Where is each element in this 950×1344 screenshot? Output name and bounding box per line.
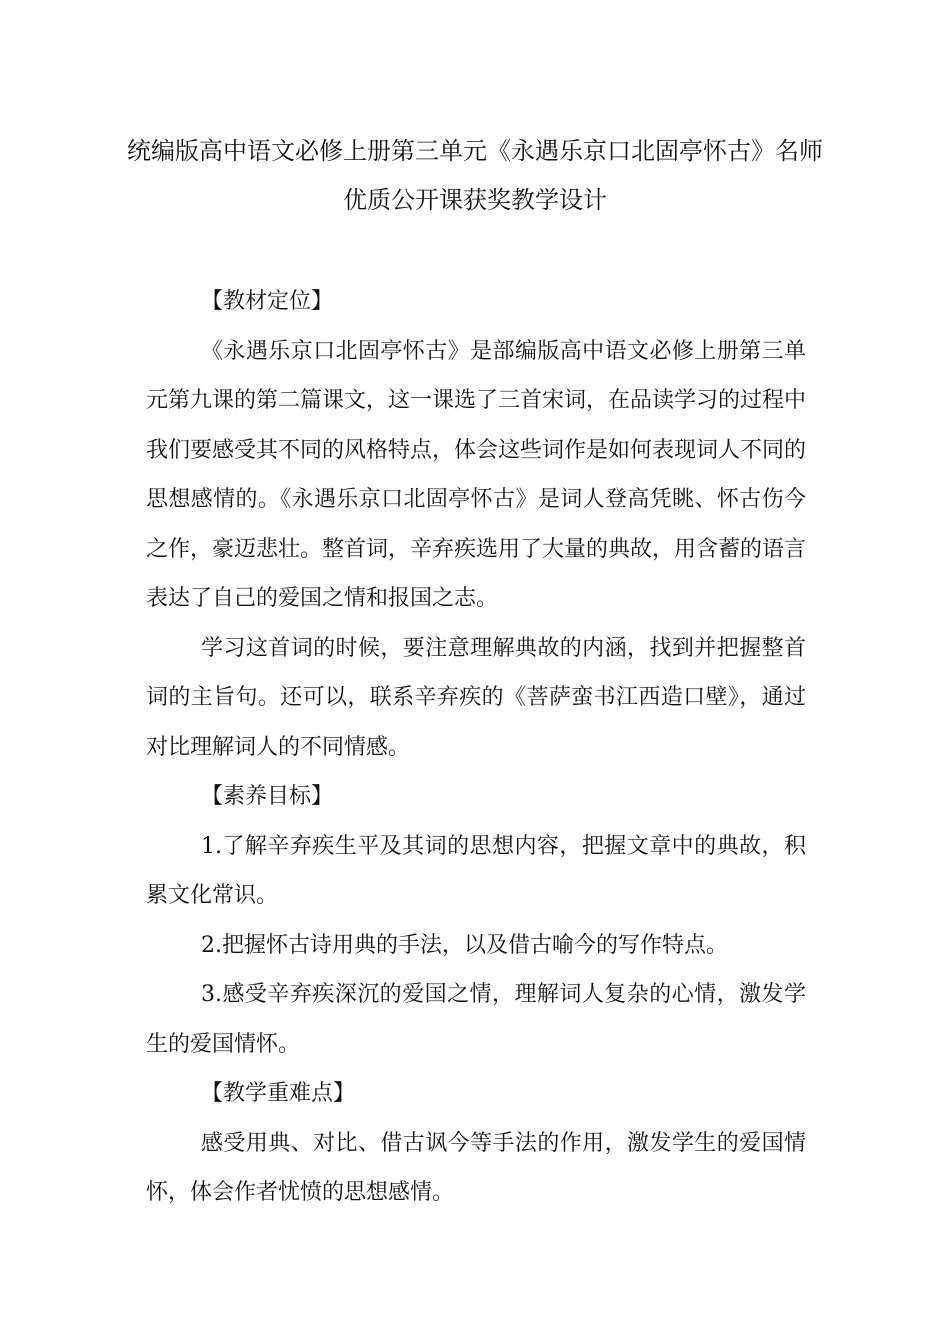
section-heading-goals: 【素养目标】 <box>201 784 334 809</box>
section-heading-positioning: 【教材定位】 <box>201 289 334 314</box>
paragraph-positioning-1: 《永遇乐京口北固亭怀古》是部编版高中语文必修上册第三单元第九课的第二篇课文，这一课选了三首宋词，在品读学习的过程中我们要感受其不同的风格特点，体会这些词作是如何表现词人不同的思想感情的。《永遇乐京口北固亭怀古》是词人登高凭眺、怀古伤今之作，豪迈悲壮。整首词，辛弃疾选用了大量的典故，用含蓄的语言表达了自己的爱国之情和报国之志。 <box>146 338 807 611</box>
document-title-line-1: 统编版高中语文必修上册第三单元《永遇乐京口北固亭怀古》名师 <box>127 137 823 165</box>
goal-item-1: 1.了解辛弃疾生平及其词的思想内容，把握文章中的典故，积累文化常识。 <box>146 833 806 908</box>
goal-item-3: 3.感受辛弃疾深沉的爱国之情，理解词人复杂的心情，激发学生的爱国情怀。 <box>146 982 806 1057</box>
document-title-line-2: 优质公开课获奖教学设计 <box>343 186 607 214</box>
document-body <box>146 277 806 1218</box>
paragraph-key-points-1: 感受用典、对比、借古讽今等手法的作用，激发学生的爱国情怀，体会作者忧愤的思想感情。 <box>146 1130 806 1205</box>
goal-item-2: 2.把握怀古诗用典的手法，以及借古喻今的写作特点。 <box>201 932 728 958</box>
paragraph-positioning-2: 学习这首词的时候，要注意理解典故的内涵，找到并把握整首词的主旨句。还可以，联系辛弃疾的《菩萨蛮书江西造口壁》，通过对比理解词人的不同情感。 <box>146 635 806 760</box>
section-heading-key-points: 【教学重难点】 <box>201 1081 356 1106</box>
